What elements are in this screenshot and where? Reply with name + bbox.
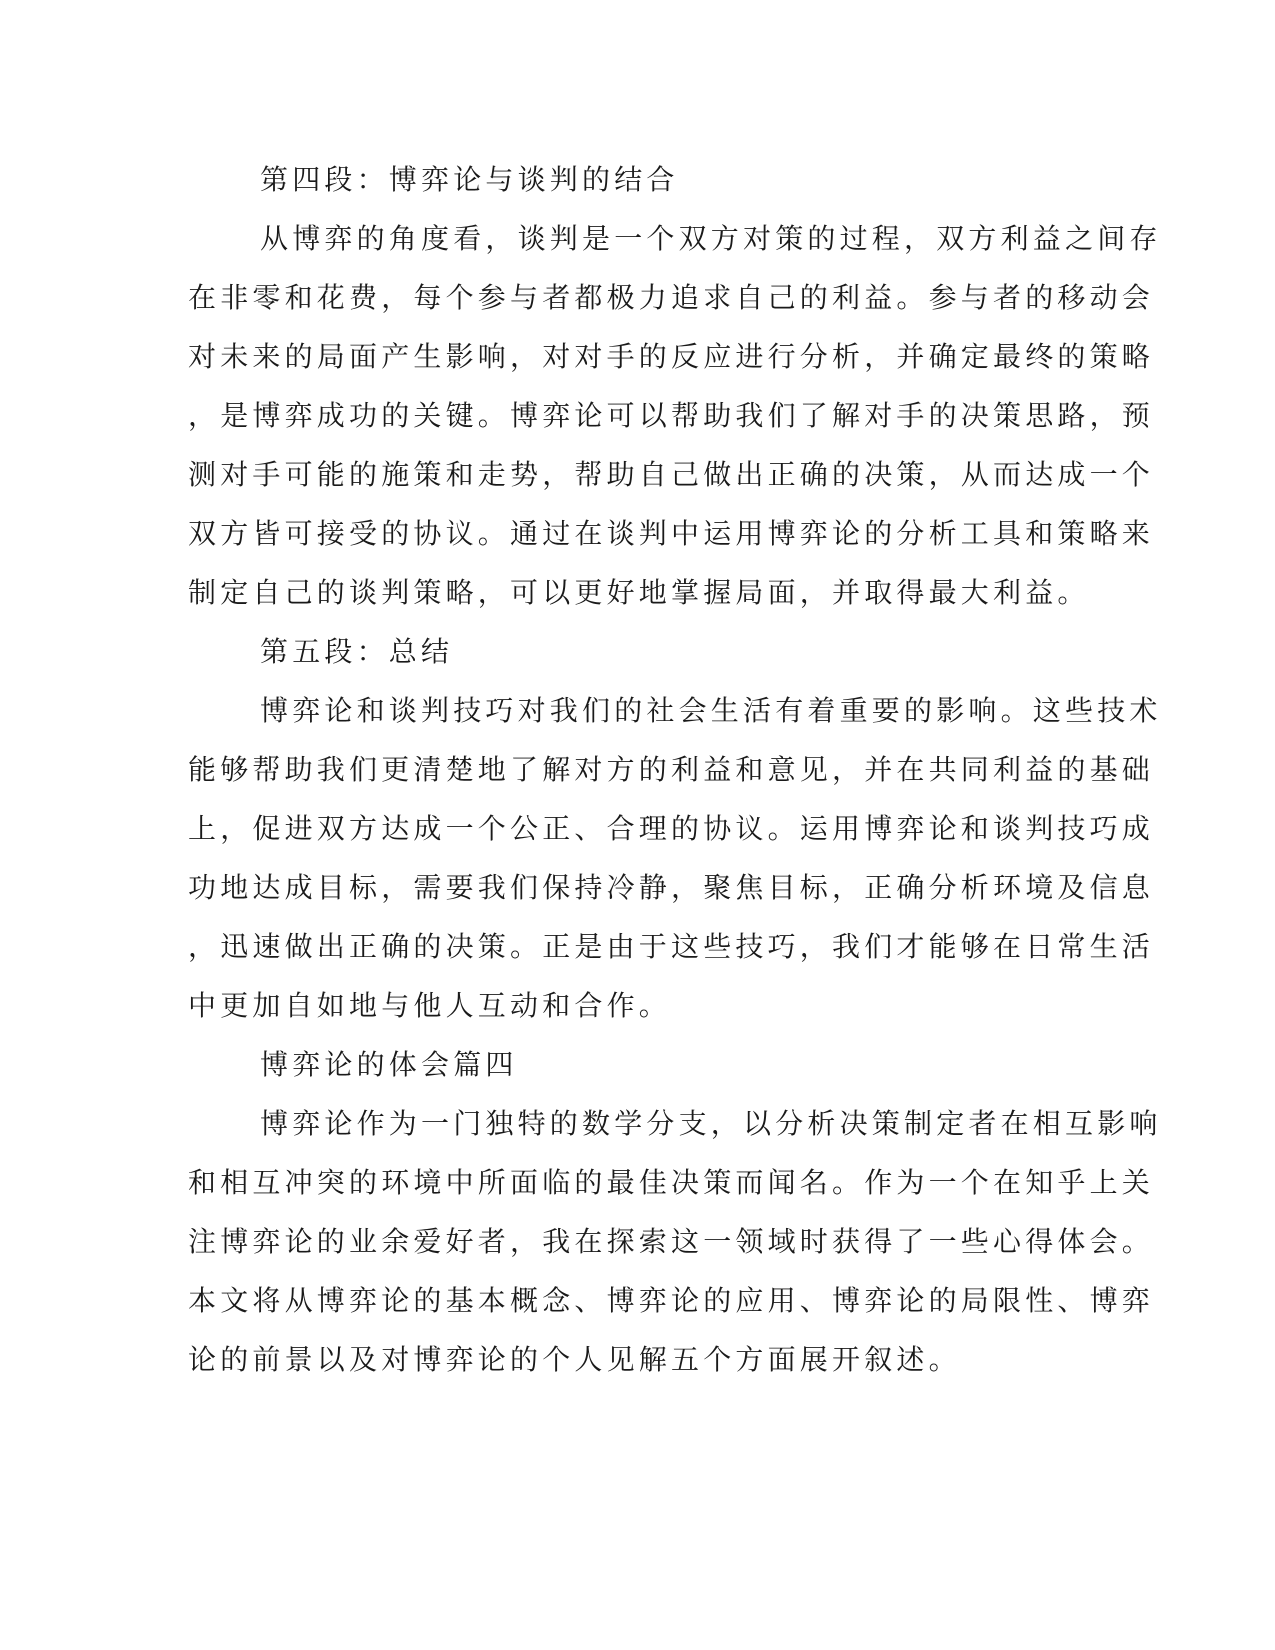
part4-line: 博弈论作为一门独特的数学分支，以分析决策制定者在相互影响 xyxy=(260,1107,1162,1140)
section4-line: 制定自己的谈判策略，可以更好地掌握局面，并取得最大利益。 xyxy=(188,576,1090,609)
section5-line: 博弈论和谈判技巧对我们的社会生活有着重要的影响。这些技术 xyxy=(260,694,1162,727)
section5-line: 上，促进双方达成一个公正、合理的协议。运用博弈论和谈判技巧成 xyxy=(188,812,1155,845)
part4-line: 本文将从博弈论的基本概念、博弈论的应用、博弈论的局限性、博弈 xyxy=(188,1284,1155,1317)
part4-line: 论的前景以及对博弈论的个人见解五个方面展开叙述。 xyxy=(188,1343,961,1376)
part4-line: 注博弈论的业余爱好者，我在探索这一领域时获得了一些心得体会。 xyxy=(188,1225,1155,1258)
section4-line: 从博弈的角度看，谈判是一个双方对策的过程，双方利益之间存 xyxy=(260,222,1162,255)
part4-heading: 博弈论的体会篇四 xyxy=(260,1048,518,1081)
section4-line: ，是博弈成功的关键。博弈论可以帮助我们了解对手的决策思路，预 xyxy=(188,399,1155,432)
section5-line: 中更加自如地与他人互动和合作。 xyxy=(188,989,672,1022)
section5-line: 功地达成目标，需要我们保持冷静，聚焦目标，正确分析环境及信息 xyxy=(188,871,1155,904)
part4-line: 和相互冲突的环境中所面临的最佳决策而闻名。作为一个在知乎上关 xyxy=(188,1166,1155,1199)
section4-line: 测对手可能的施策和走势，帮助自己做出正确的决策，从而达成一个 xyxy=(188,458,1155,491)
section4-line: 双方皆可接受的协议。通过在谈判中运用博弈论的分析工具和策略来 xyxy=(188,517,1155,550)
section4-heading: 第四段：博弈论与谈判的结合 xyxy=(260,163,679,196)
section4-line: 在非零和花费，每个参与者都极力追求自己的利益。参与者的移动会 xyxy=(188,281,1155,314)
section5-heading: 第五段：总结 xyxy=(260,635,454,668)
section5-line: ，迅速做出正确的决策。正是由于这些技巧，我们才能够在日常生活 xyxy=(188,930,1155,963)
section4-line: 对未来的局面产生影响，对对手的反应进行分析，并确定最终的策略 xyxy=(188,340,1155,373)
section5-line: 能够帮助我们更清楚地了解对方的利益和意见，并在共同利益的基础 xyxy=(188,753,1155,786)
